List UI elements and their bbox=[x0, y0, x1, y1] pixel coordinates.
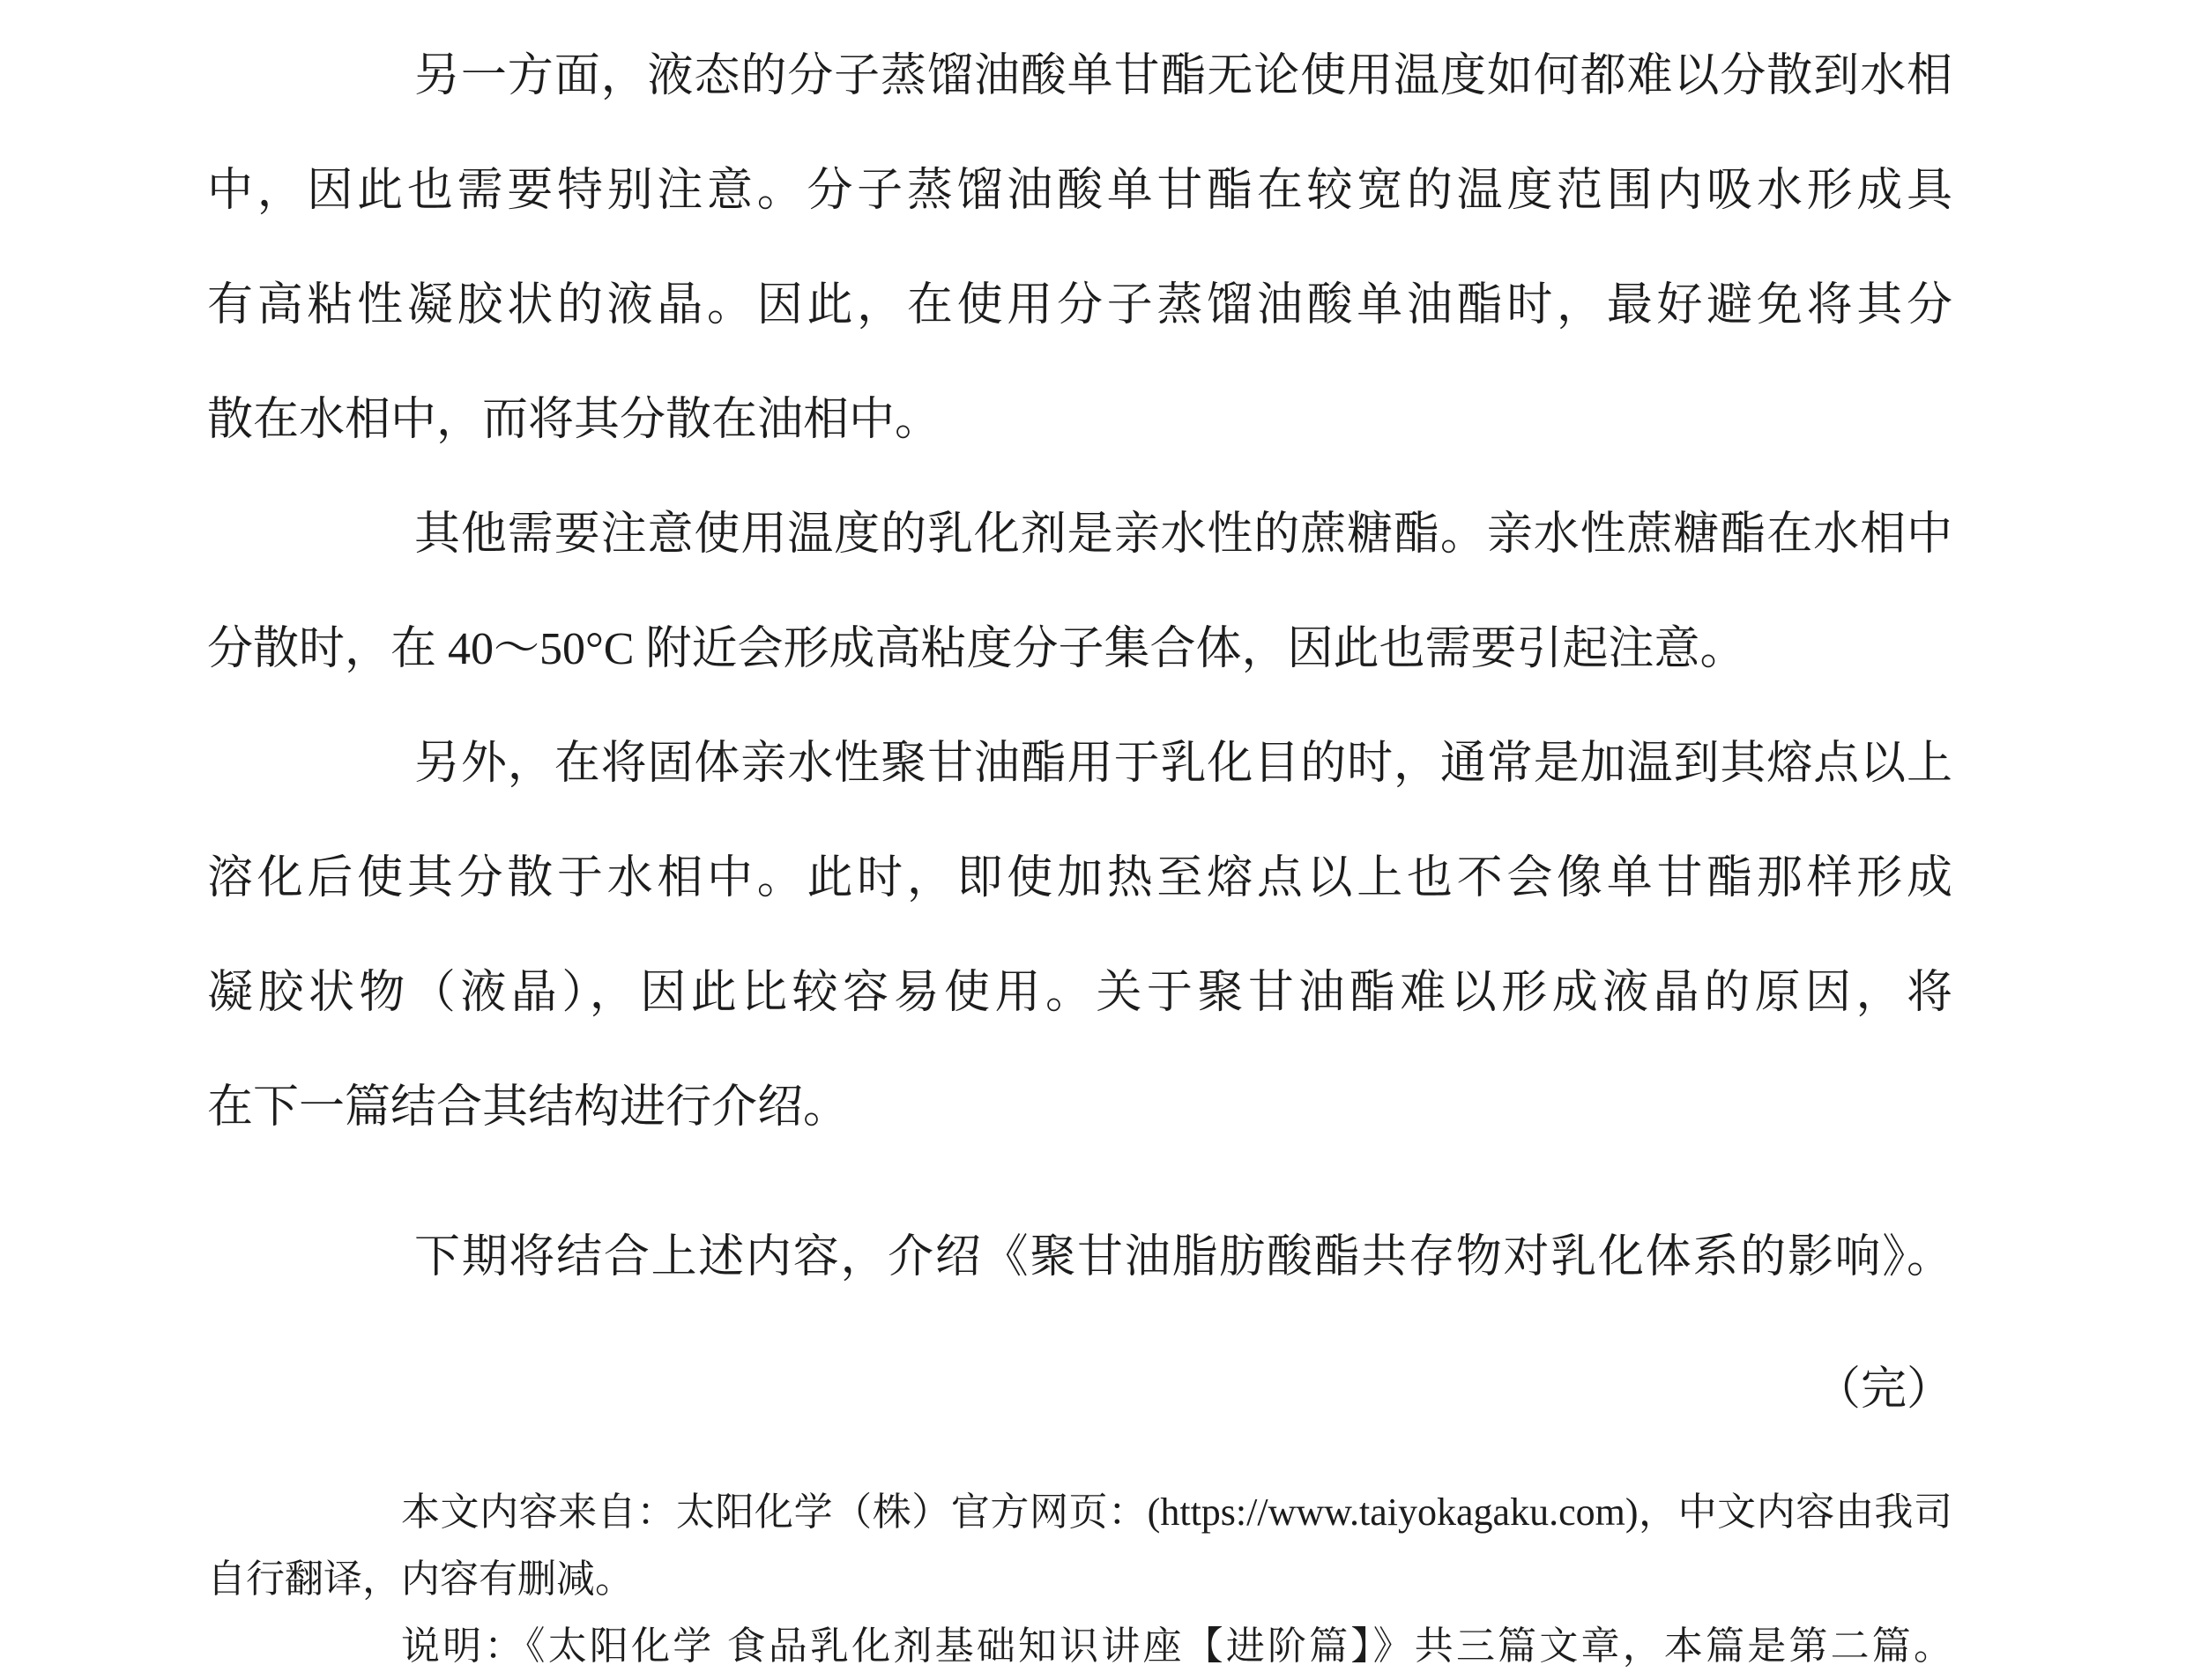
paragraph bbox=[207, 1201, 1952, 1315]
text-line: 散在水相中，而将其分散在油相中。 bbox=[207, 395, 941, 445]
text-line: 另外，在将固体亲水性聚甘油酯用于乳化目的时，通常是加温到其熔点以上 bbox=[414, 739, 1952, 789]
text-line: 有高粘性凝胶状的液晶。因此，在使用分子蒸馏油酸单油酯时，最好避免将其分 bbox=[207, 280, 1952, 331]
paragraph bbox=[207, 478, 1952, 707]
text-line: 其他需要注意使用温度的乳化剂是亲水性的蔗糖酯。亲水性蔗糖酯在水相中 bbox=[414, 509, 1952, 560]
text-line: 溶化后使其分散于水相中。此时，即使加热至熔点以上也不会像单甘酯那样形成 bbox=[207, 853, 1952, 903]
text-line: 中，因此也需要特别注意。分子蒸馏油酸单甘酯在较宽的温度范围内吸水形成具 bbox=[207, 166, 1952, 216]
text-line: 在下一篇结合其结构进行介绍。 bbox=[207, 1082, 850, 1133]
paragraph bbox=[207, 19, 1952, 478]
text-line: 另一方面，液态的分子蒸馏油酸单甘酯无论使用温度如何都难以分散到水相 bbox=[414, 51, 1952, 101]
paragraph bbox=[207, 707, 1952, 1165]
text-line: 分散时，在 40～50°C 附近会形成高粘度分子集合体，因此也需要引起注意。 bbox=[207, 624, 1746, 674]
end-mark: （完） bbox=[1814, 1364, 1952, 1415]
footnote-note: 说明：《太阳化学 食品乳化剂基础知识讲座【进阶篇】》共三篇文章，本篇是第二篇。 bbox=[401, 1624, 1952, 1668]
text-line: 凝胶状物（液晶），因此比较容易使用。关于聚甘油酯难以形成液晶的原因，将 bbox=[207, 968, 1952, 1018]
footnote-source: 本文内容来自：太阳化学（株）官方网页：(https://www.taiyokagaku.com)，中文内容由我司自行翻译，内容有删减。 bbox=[207, 1490, 1952, 1601]
footnote bbox=[207, 1479, 1952, 1680]
text-line: 下期将结合上述内容，介绍《聚甘油脂肪酸酯共存物对乳化体系的影响》。 bbox=[414, 1232, 1952, 1282]
